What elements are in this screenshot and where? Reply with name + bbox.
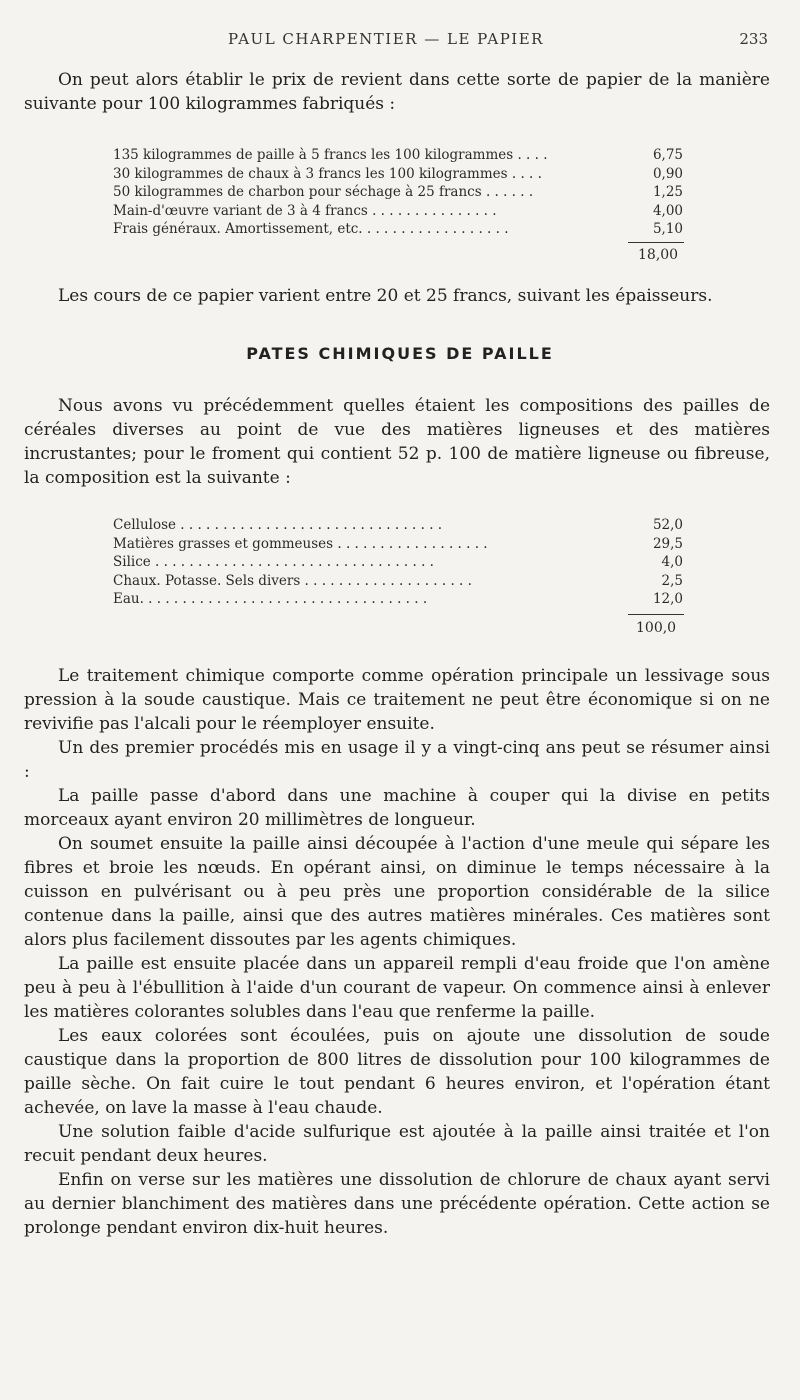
cost-total: 18,00 — [638, 247, 679, 263]
table-row — [113, 146, 683, 165]
cost-table — [113, 146, 683, 239]
table-row — [113, 572, 683, 591]
row-label: Silice . . . . . . . . . . . . . . . . . . . . . . . . . . . . . . . . . — [113, 554, 434, 570]
body-text — [24, 664, 770, 1240]
row-label: Cellulose . . . . . . . . . . . . . . . . . . . . . . . . . . . . . . . — [113, 517, 443, 533]
body-paragraph: La paille est ensuite placée dans un appareil rempli d'eau froide que l'on amène peu à peu à l'ébullition à l'aide d'un courant de vapeur. On commence ainsi à enlever les matières colorantes solubles dans l'eau que renferme la paille. — [24, 954, 770, 1022]
row-label: 50 kilogrammes de charbon pour séchage à 25 francs . . . . . . — [113, 184, 534, 200]
row-value: 1,25 — [652, 184, 683, 200]
body-paragraph: Enfin on verse sur les matières une dissolution de chlorure de chaux ayant servi au dernier blanchiment des matières dans une précédente opération. Cette action se prolonge pendant environ dix-huit heures. — [24, 1170, 770, 1238]
section-title: PATES CHIMIQUES DE PAILLE — [246, 344, 554, 363]
row-label: Eau. . . . . . . . . . . . . . . . . . . . . . . . . . . . . . . . . . — [113, 591, 428, 607]
body-paragraph: Une solution faible d'acide sulfurique est ajoutée à la paille ainsi traitée et l'on recuit pendant deux heures. — [24, 1122, 770, 1166]
composition-total-rule — [628, 614, 684, 615]
body-paragraph: Un des premier procédés mis en usage il y a vingt-cinq ans peut se résumer ainsi : — [24, 738, 770, 782]
row-value: 6,75 — [652, 147, 683, 163]
table-row — [113, 535, 683, 554]
body-paragraph: Les eaux colorées sont écoulées, puis on ajoute une dissolution de soude caustique dans la proportion de 800 litres de dissolution pour 100 kilogrammes de paille sèche. On fait cuire le tout pendant 6 heures environ, et l'opération étant achevée, on lave la masse à l'eau chaude. — [24, 1026, 770, 1118]
row-value: 4,00 — [652, 202, 683, 219]
row-value: 12,0 — [652, 591, 683, 607]
row-label: 135 kilogrammes de paille à 5 francs les 100 kilogrammes . . . . — [113, 147, 548, 163]
table-row — [113, 516, 683, 535]
row-value: 2,5 — [661, 572, 683, 589]
body-paragraph: Le traitement chimique comporte comme opération principale un lessivage sous pression à la soude caustique. Mais ce traitement ne peut être économique si on ne revivifie pas l'alcali pour le réemployer ensuite. — [24, 666, 770, 734]
composition-table — [113, 516, 683, 609]
row-value: 0,90 — [652, 165, 683, 182]
table-row — [113, 553, 683, 572]
row-label: Main-d'œuvre variant de 3 à 4 francs . . . . . . . . . . . . . . . — [113, 202, 497, 219]
composition-total: 100,0 — [636, 620, 677, 636]
intro-block — [24, 68, 770, 116]
body-paragraph: La paille passe d'abord dans une machine à couper qui la divise en petits morceaux ayant environ 20 millimètres de longueur. — [24, 786, 770, 830]
row-value: 52,0 — [652, 517, 683, 533]
running-title: PAUL CHARPENTIER — LE PAPIER — [228, 30, 544, 48]
row-value: 4,0 — [661, 554, 683, 570]
row-label: Matières grasses et gommeuses . . . . . . . . . . . . . . . . . . — [113, 535, 488, 552]
table-row — [113, 165, 683, 184]
table-row — [113, 220, 683, 239]
price-sentence: Les cours de ce papier varient entre 20 et 25 francs, suivant les épaisseurs. — [58, 286, 713, 306]
intro-paragraph: On peut alors établir le prix de revient dans cette sorte de papier de la manière suivante pour 100 kilogrammes fabriqués : — [24, 70, 770, 114]
page-header — [0, 30, 800, 54]
page-number: 233 — [739, 30, 768, 48]
row-label: 30 kilogrammes de chaux à 3 francs les 100 kilogrammes . . . . — [113, 165, 542, 182]
table-row — [113, 183, 683, 202]
composition-intro: Nous avons vu précédemment quelles étaient les compositions des pailles de céréales diverses au point de vue des matières ligneuses et des matières incrustantes; pour le froment qui contient 52 p. 100 de matière ligneuse ou fibreuse, la composition est la suivante : — [24, 396, 770, 488]
body-paragraph: On soumet ensuite la paille ainsi découpée à l'action d'une meule qui sépare les fibres et broie les nœuds. En opérant ainsi, on diminue le temps nécessaire à la cuisson en pulvérisant ou à peu près une proportion considérable de la silice contenue dans la paille, ainsi que des autres matières minérales. Ces matières sont alors plus facilement dissoutes par les agents chimiques. — [24, 834, 770, 950]
row-label: Chaux. Potasse. Sels divers . . . . . . . . . . . . . . . . . . . . — [113, 572, 472, 589]
cost-total-rule — [628, 242, 684, 243]
composition-intro-block — [24, 394, 770, 490]
table-row — [113, 590, 683, 609]
row-label: Frais généraux. Amortissement, etc. . . . . . . . . . . . . . . . . . — [113, 221, 509, 237]
price-block — [24, 284, 770, 308]
row-value: 29,5 — [652, 535, 683, 552]
table-row — [113, 202, 683, 221]
row-value: 5,10 — [652, 221, 683, 237]
